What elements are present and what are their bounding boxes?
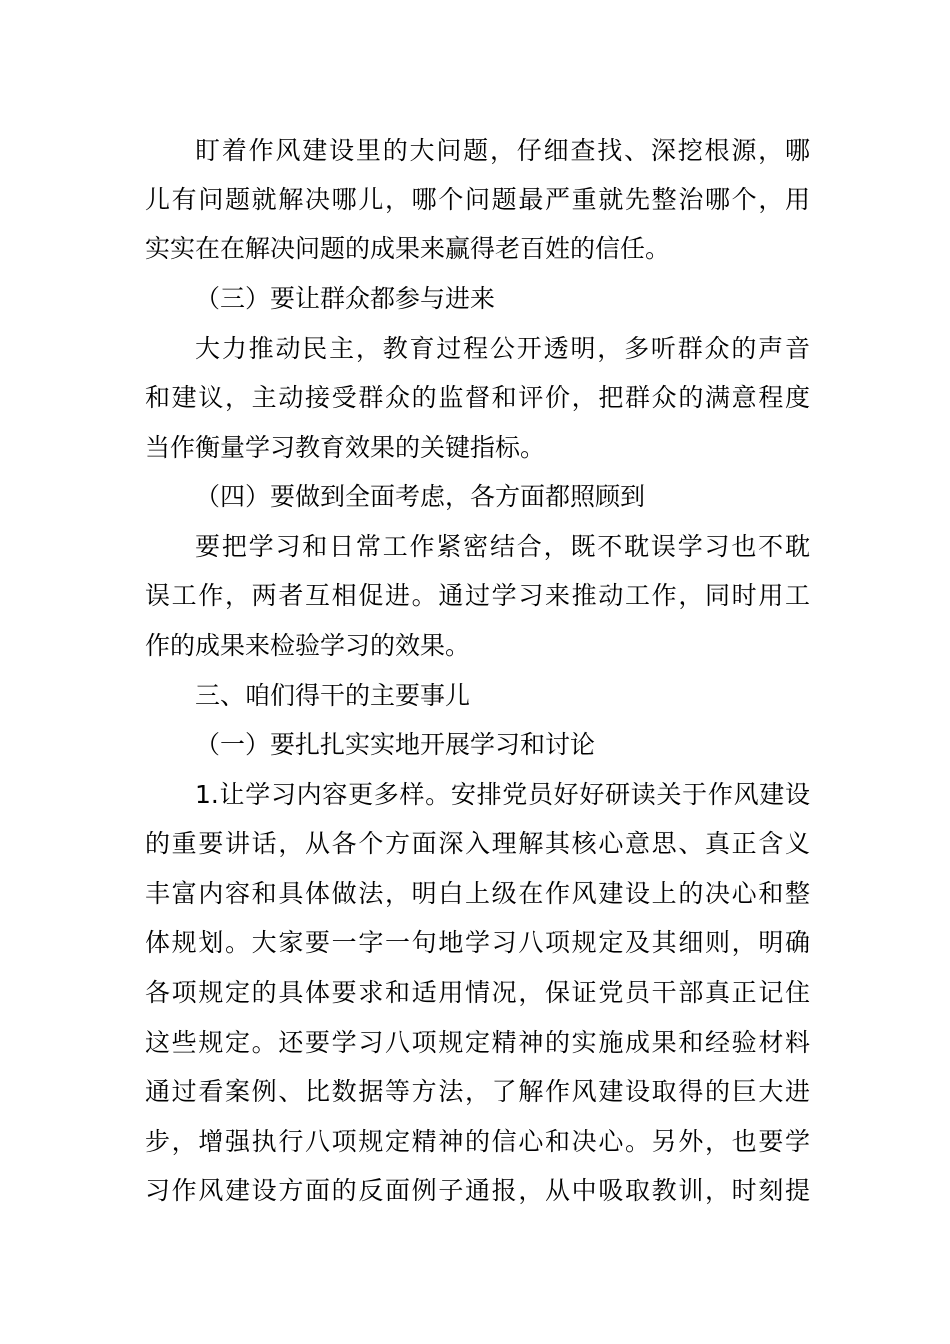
section-heading: （一）要扎扎实实地开展学习和讨论 bbox=[195, 730, 596, 759]
text-line: 习作风建设方面的反面例子通报，从中吸取教训，时刻提 bbox=[145, 1176, 810, 1205]
text-line: 作的成果来检验学习的效果。 bbox=[145, 631, 471, 660]
section-heading: 三、咱们得干的主要事儿 bbox=[195, 681, 471, 710]
text-line: 通过看案例、比数据等方法，了解作风建设取得的巨大进 bbox=[145, 1077, 810, 1106]
text-line: 大力推动民主，教育过程公开透明，多听群众的声音 bbox=[195, 334, 810, 363]
text-line: 和建议，主动接受群众的监督和评价，把群众的满意程度 bbox=[145, 383, 810, 412]
text-line: 体规划。大家要一字一句地学习八项规定及其细则，明确 bbox=[145, 928, 810, 957]
text-line: 步，增强执行八项规定精神的信心和决心。另外，也要学 bbox=[145, 1127, 810, 1156]
text-line: 误工作，两者互相促进。通过学习来推动工作，同时用工 bbox=[145, 581, 810, 610]
text-line: 丰富内容和具体做法，明白上级在作风建设上的决心和整 bbox=[145, 879, 810, 908]
text-line: 的重要讲话，从各个方面深入理解其核心意思、真正含义 bbox=[145, 829, 810, 858]
section-heading: （四）要做到全面考虑，各方面都照顾到 bbox=[195, 482, 646, 511]
text-line: 1.让学习内容更多样。安排党员好好研读关于作风建设 bbox=[195, 780, 810, 809]
section-heading: （三）要让群众都参与进来 bbox=[195, 284, 496, 313]
text-line: 盯着作风建设里的大问题，仔细查找、深挖根源，哪 bbox=[195, 136, 810, 165]
text-line: 这些规定。还要学习八项规定精神的实施成果和经验材料 bbox=[145, 1028, 810, 1057]
text-line: 要把学习和日常工作紧密结合，既不耽误学习也不耽 bbox=[195, 532, 810, 561]
text-line: 实实在在解决问题的成果来赢得老百姓的信任。 bbox=[145, 234, 671, 263]
text-line: 儿有问题就解决哪儿，哪个问题最严重就先整治哪个，用 bbox=[145, 185, 810, 214]
text-line: 各项规定的具体要求和适用情况，保证党员干部真正记住 bbox=[145, 978, 810, 1007]
text-line: 当作衡量学习教育效果的关键指标。 bbox=[145, 433, 546, 462]
